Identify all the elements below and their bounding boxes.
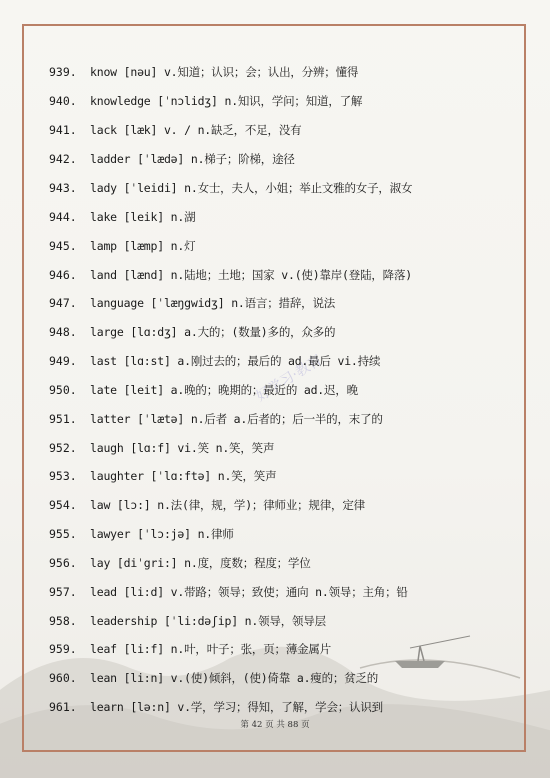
list-item [0,148,550,170]
entry-number: 961. [49,700,77,714]
page-footer: 第 42 页 共 88 页 [240,720,310,730]
list-item [0,638,550,660]
entry-text: know [nəu] v.知道；认识；会；认出，分辨；懂得 [90,65,359,79]
entry-number: 947. [49,296,77,310]
entry-text: latter [ˈlætə] n.后者 a.后者的；后一半的，末了的 [90,412,383,426]
list-item [0,610,550,632]
entry-text: language [ˈlæŋgwidʒ] n.语言；措辞，说法 [90,296,336,310]
entry-text: law [lɔ:] n.法(律，规，学)；律师业；规律，定律 [90,498,365,512]
entry-number: 952. [49,441,77,455]
list-item [0,292,550,314]
entry-number: 957. [49,585,77,599]
list-item [0,379,550,401]
entry-text: lawyer [ˈlɔ:jə] n.律师 [90,527,234,541]
list-item [0,321,550,343]
entry-text: lady [ˈleidi] n.女士，夫人，小姐；举止文雅的女子，淑女 [90,181,413,195]
entry-number: 954. [49,498,77,512]
list-item [0,523,550,545]
list-item [0,667,550,689]
entry-number: 943. [49,181,77,195]
entry-number: 944. [49,210,77,224]
list-item [0,696,550,718]
entry-text: late [leit] a.晚的；晚期的；最近的 ad.迟，晚 [90,383,358,397]
entry-number: 946. [49,268,77,282]
entry-number: 945. [49,239,77,253]
entry-text: lake [leik] n.湖 [90,210,196,224]
entry-text: lean [li:n] v.(使)倾斜，(使)倚靠 a.瘦的；贫乏的 [90,671,379,685]
entry-number: 949. [49,354,77,368]
entry-text: lay [diˈgri:] n.度，度数；程度；学位 [90,556,311,570]
list-item [0,90,550,112]
entry-number: 951. [49,412,77,426]
entry-number: 959. [49,642,77,656]
entry-text: leadership [ˈli:dəʃip] n.领导，领导层 [90,614,326,628]
entry-number: 956. [49,556,77,570]
list-item [0,235,550,257]
list-item [0,177,550,199]
entry-text: lead [li:d] v.带路；领导；致使；通向 n.领导；主角；铅 [90,585,408,599]
list-item [0,61,550,83]
list-item [0,552,550,574]
entry-number: 940. [49,94,77,108]
entry-number: 953. [49,469,77,483]
entry-number: 950. [49,383,77,397]
list-item [0,206,550,228]
list-item [0,437,550,459]
entry-number: 942. [49,152,77,166]
entry-number: 941. [49,123,77,137]
entry-text: leaf [li:f] n.叶，叶子；张，页；薄金属片 [90,642,332,656]
list-item [0,264,550,286]
list-item [0,494,550,516]
entry-number: 939. [49,65,77,79]
entry-text: laugh [lɑ:f] vi.笑 n.笑，笑声 [90,441,275,455]
entry-number: 955. [49,527,77,541]
list-item [0,408,550,430]
entry-text: last [lɑ:st] a.刚过去的；最后的 ad.最后 vi.持续 [90,354,381,368]
entry-text: land [lænd] n.陆地；土地；国家 v.(使)靠岸(登陆，降落) [90,268,412,282]
entry-text: knowledge [ˈnɔlidʒ] n.知识，学问；知道，了解 [90,94,363,108]
entry-text: laughter [ˈlɑ:ftə] n.笑，笑声 [90,469,277,483]
entry-text: lamp [læmp] n.灯 [90,239,196,253]
watermark: 好学习·教育 [253,352,326,406]
list-item [0,119,550,141]
entry-number: 958. [49,614,77,628]
entry-text: ladder [ˈlædə] n.梯子；阶梯，途径 [90,152,295,166]
entry-text: learn [lə:n] v.学，学习；得知，了解，学会；认识到 [90,700,383,714]
list-item [0,350,550,372]
entry-text: large [lɑ:dʒ] a.大的；(数量)多的，众多的 [90,325,336,339]
entry-number: 948. [49,325,77,339]
entry-number: 960. [49,671,77,685]
list-item [0,465,550,487]
list-item [0,581,550,603]
entry-text: lack [læk] v. / n.缺乏，不足，没有 [90,123,302,137]
